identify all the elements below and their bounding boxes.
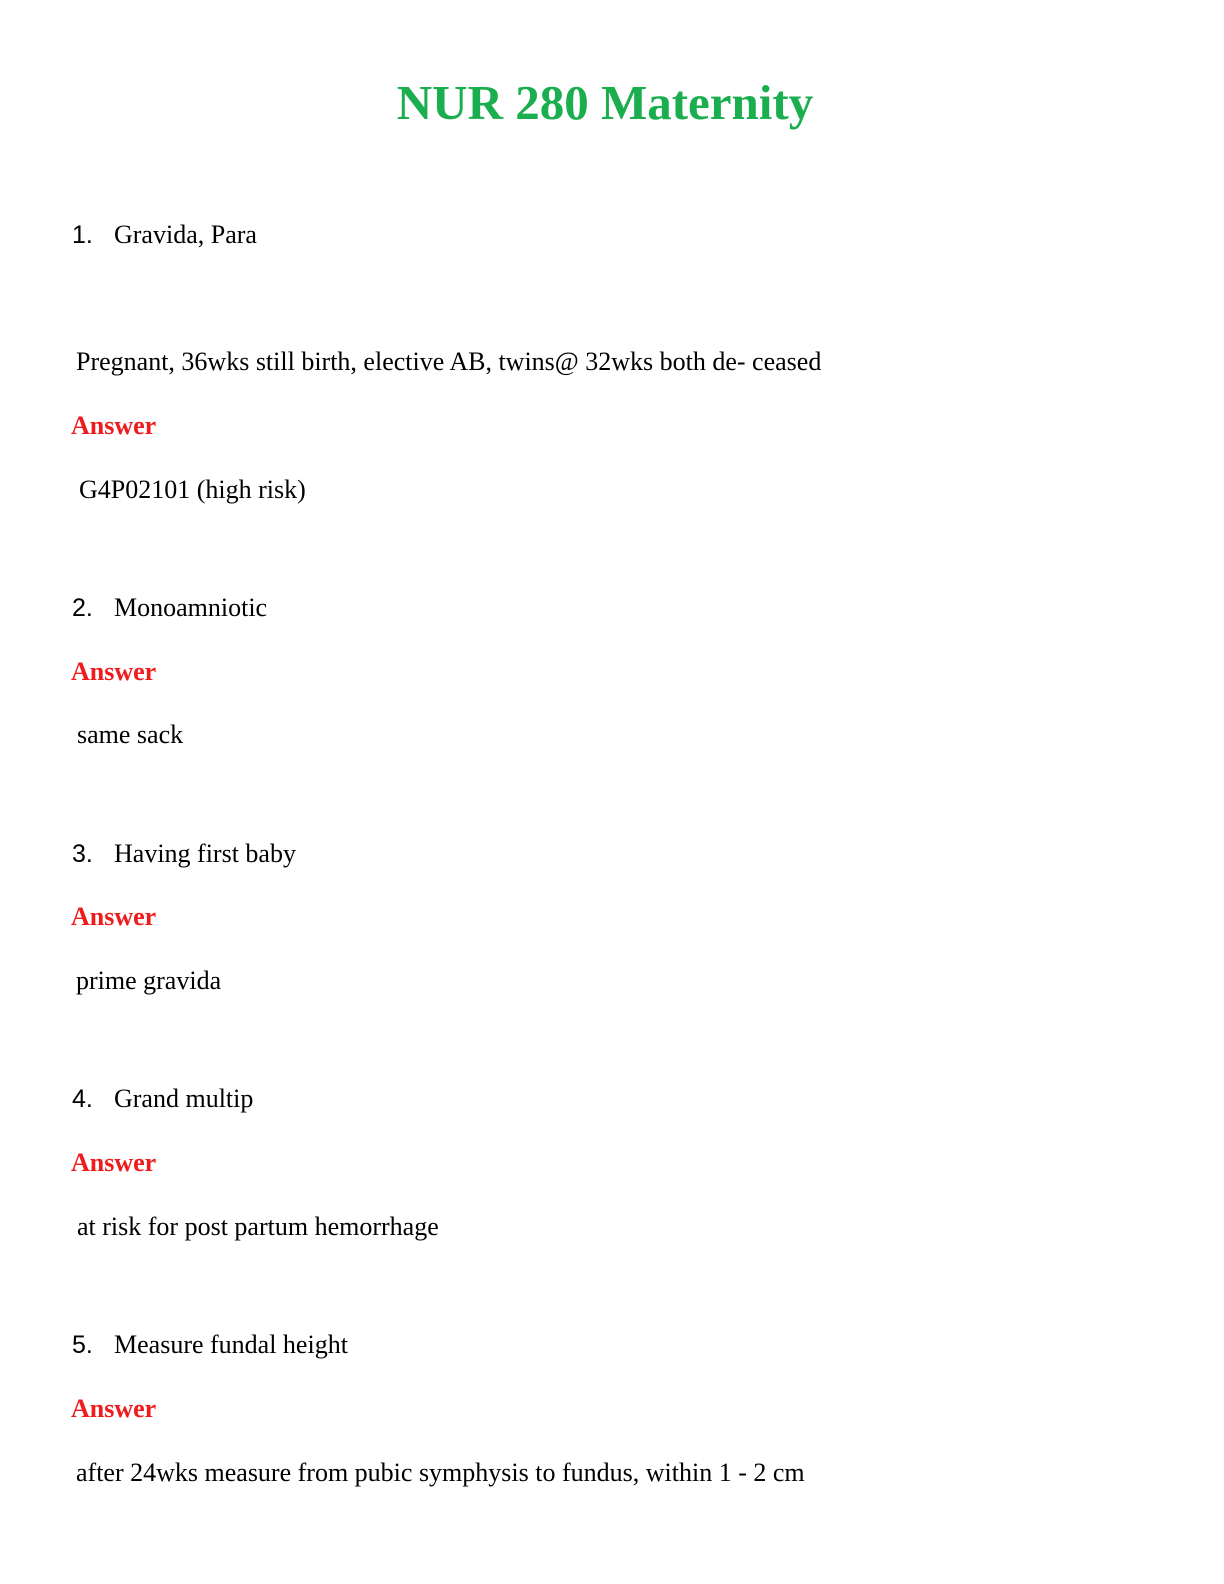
answer-text: G4P02101 (high risk) [79, 475, 306, 504]
question-number: 5. [72, 1331, 93, 1359]
question-2 [72, 592, 267, 624]
page-title: NUR 280 Maternity [396, 75, 814, 130]
answer-text: after 24wks measure from pubic symphysis to fundus, within 1 - 2 cm [76, 1458, 805, 1487]
question-5 [72, 1329, 348, 1361]
answer-label: Answer [71, 1394, 157, 1423]
question-number: 4. [72, 1085, 93, 1113]
answer-text: same sack [77, 720, 184, 749]
answer-label: Answer [71, 411, 157, 440]
answer-text: at risk for post partum hemorrhage [77, 1212, 439, 1241]
question-prompt: Measure fundal height [114, 1330, 348, 1359]
answer-label: Answer [71, 1148, 157, 1177]
question-number: 3. [72, 840, 93, 868]
answer-label: Answer [71, 657, 157, 686]
question-detail: Pregnant, 36wks still birth, elective AB, twins@ 32wks both de- ceased [76, 347, 822, 376]
question-3 [72, 838, 296, 870]
question-prompt: Gravida, Para [114, 220, 257, 249]
question-prompt: Having first baby [114, 839, 296, 868]
question-4 [72, 1083, 253, 1115]
answer-text: prime gravida [76, 966, 222, 995]
question-prompt: Grand multip [114, 1084, 254, 1113]
question-prompt: Monoamniotic [114, 593, 268, 622]
answer-label: Answer [71, 902, 157, 931]
question-1 [72, 219, 257, 251]
question-number: 1. [72, 221, 93, 249]
question-number: 2. [72, 594, 93, 622]
